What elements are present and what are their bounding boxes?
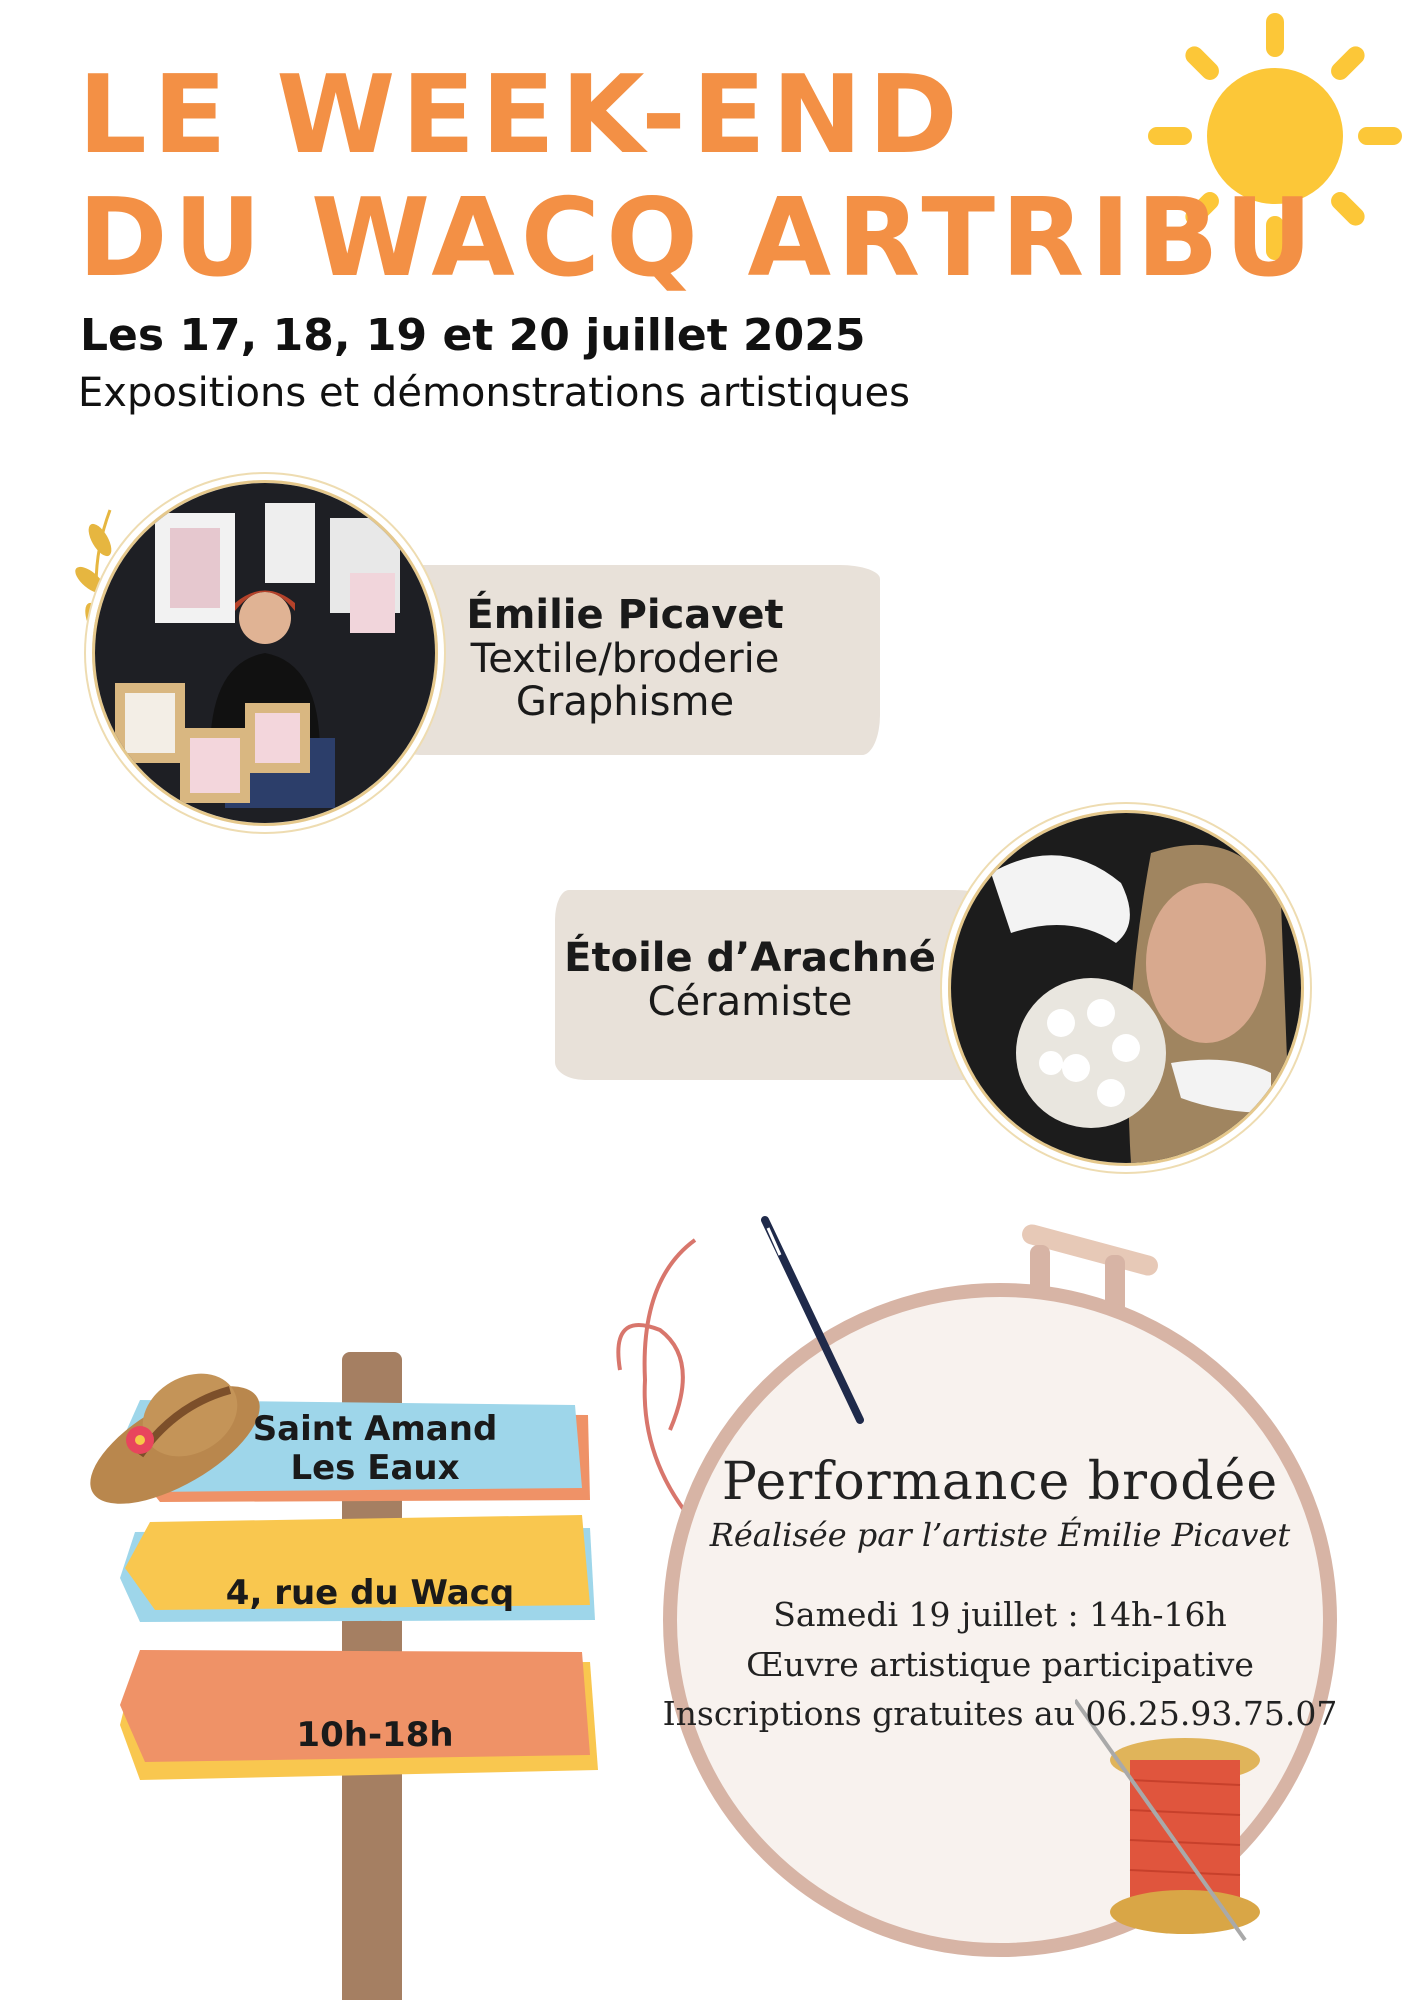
artist-2-role-1: Céramiste bbox=[647, 979, 853, 1025]
title-line-1: LE WEEK-END bbox=[78, 53, 964, 178]
artist-2-name: Étoile d’Arachné bbox=[564, 935, 936, 981]
artist-1-photo bbox=[92, 480, 438, 826]
performance-registration: Inscriptions gratuites au 06.25.93.75.07 bbox=[662, 1694, 1338, 1733]
performance-title: Performance brodée bbox=[721, 1452, 1279, 1512]
artist-2-info bbox=[555, 935, 945, 1024]
performance-details bbox=[640, 1590, 1360, 1739]
artist-1-role-2: Graphisme bbox=[515, 679, 735, 726]
sign-city-line-1: Saint Amand bbox=[252, 1409, 498, 1449]
artist-1-role-1: Textile/broderie bbox=[470, 636, 780, 682]
artist-2-photo bbox=[948, 810, 1304, 1166]
performance-info bbox=[680, 1452, 1320, 1554]
sign-city bbox=[215, 1410, 535, 1488]
event-dates: Les 17, 18, 19 et 20 juillet 2025 bbox=[80, 310, 866, 361]
artist-1-name: Émilie Picavet bbox=[466, 592, 784, 638]
event-subtitle: Expositions et démonstrations artistiques bbox=[78, 370, 910, 416]
artist-1-info bbox=[430, 592, 820, 724]
performance-date: Samedi 19 juillet : 14h-16h bbox=[773, 1595, 1227, 1634]
sign-city-line-2: Les Eaux bbox=[290, 1448, 460, 1489]
sign-address: 4, rue du Wacq bbox=[225, 1573, 515, 1613]
sign-hours: 10h-18h bbox=[296, 1715, 454, 1755]
performance-byline: Réalisée par l’artiste Émilie Picavet bbox=[709, 1516, 1291, 1554]
title-line-2: DU WACQ ARTRIBU bbox=[78, 176, 1319, 301]
performance-description: Œuvre artistique participative bbox=[746, 1644, 1254, 1684]
